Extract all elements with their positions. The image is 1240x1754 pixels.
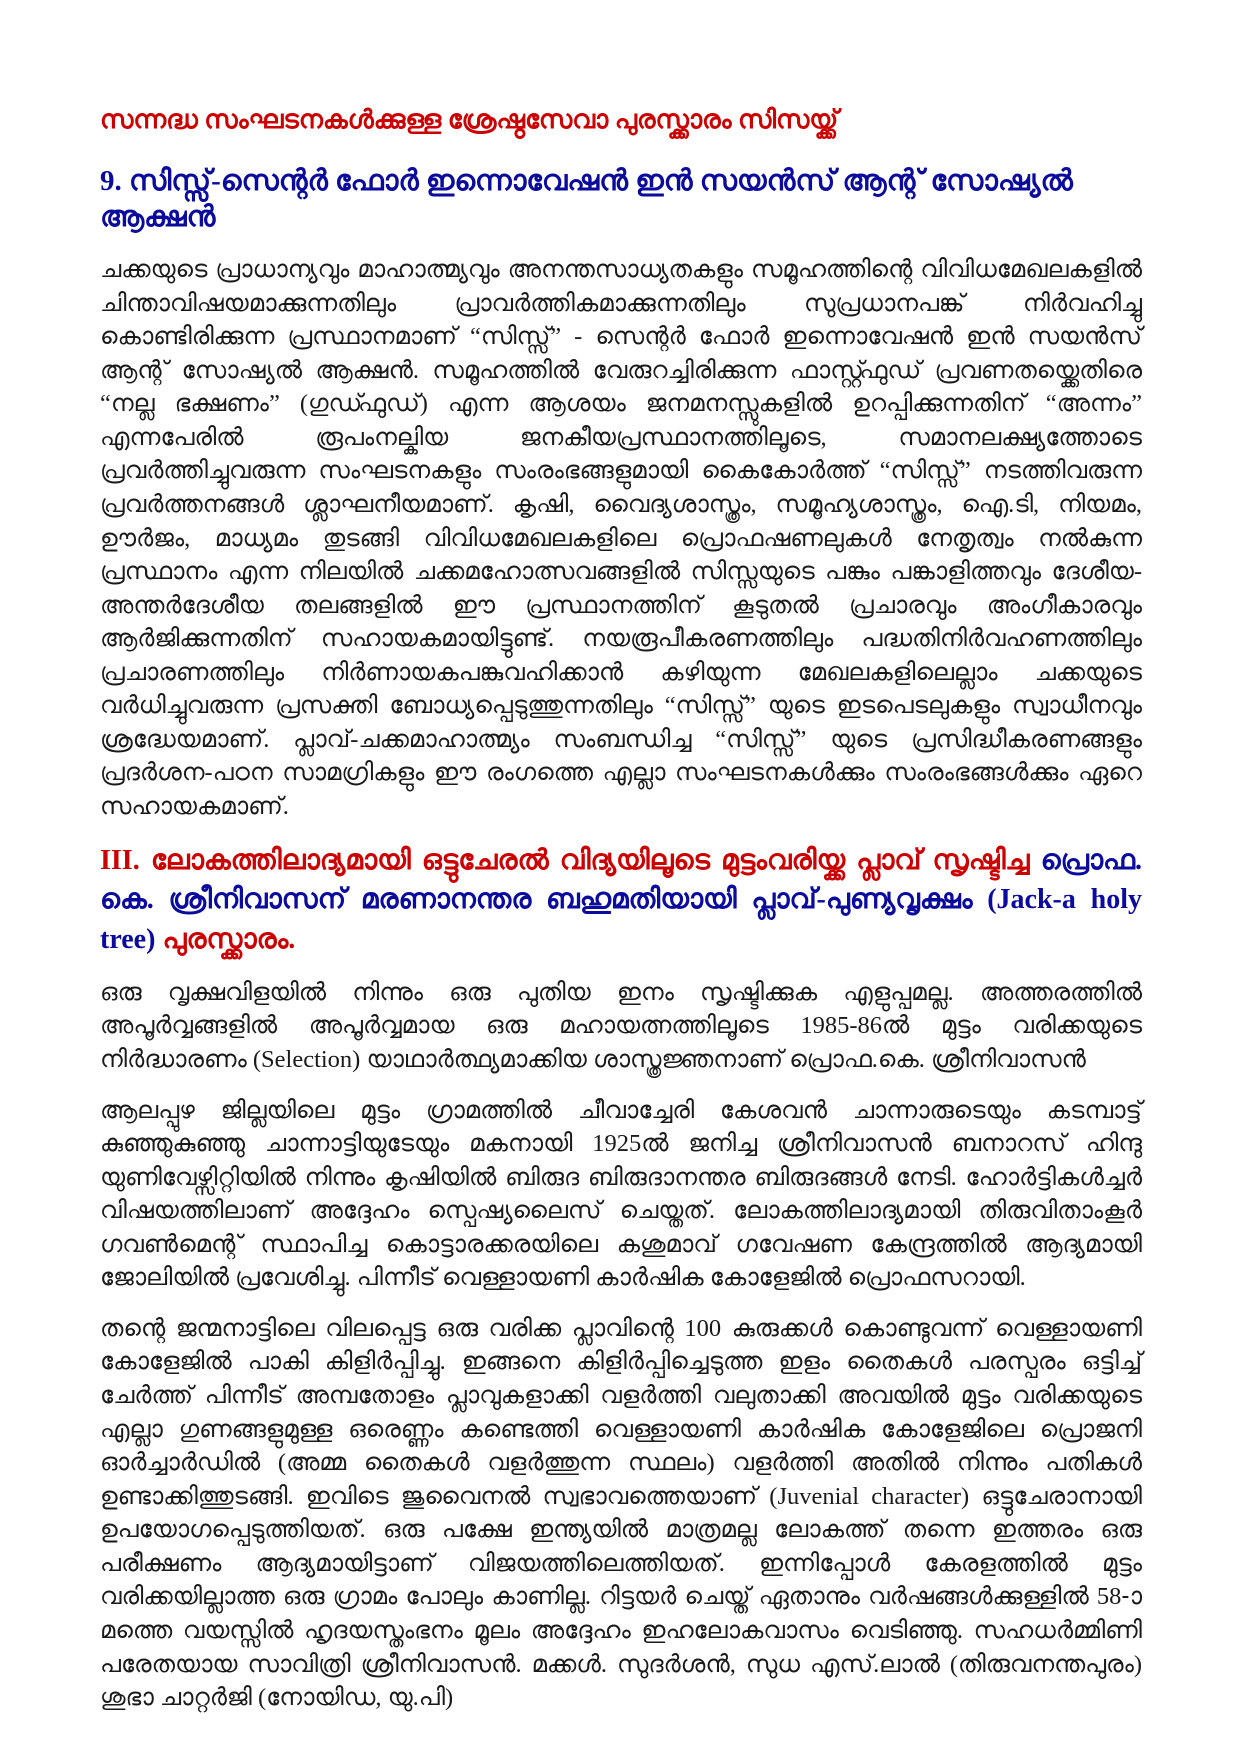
paragraph-selection-intro: ഒരു വൃക്ഷവിളയിൽ നിന്നും ഒരു പുതിയ ഇനം സൃഷ്ടിക്കുക എളുപ്പമല്ല. അത്തരത്തിൽ അപൂർവ്വങ്ങളിൽ അപൂർവ്വമായ ഒരു മഹായത്നത്തിലൂടെ 1985-86ൽ മുട്ടം വരിക്കയുടെ നിർദ്ധാരണം (Selection) യാഥാർത്ഥ്യമാക്കിയ ശാസ്ത്രജ്ഞനാണ് പ്രൊഫ.കെ. ശ്രീനിവാസൻ [100,978,1142,1073]
award-heading-segment-red-1: III. ലോകത്തിലാദ്യമായി ഒട്ടുചേരൽ വിദ്യയിലൂടെ മുട്ടംവരിയ്ക്ക പ്ലാവ് സൃഷ്ടിച്ച [100,844,1041,876]
paragraph-biography: ആലപ്പുഴ ജില്ലയിലെ മുട്ടം ഗ്രാമത്തിൽ ചീവാച്ചേരി കേശവൻ ചാന്നാരുടെയും കടമ്പാട്ട് കുഞ്ഞുകുഞ്ഞു ചാന്നാട്ടിയുടേയും മകനായി 1925ൽ ജനിച്ച ശ്രീനിവാസൻ ബനാറസ് ഹിന്ദു യുണിവേഴ്സിറ്റിയിൽ നിന്നും കൃഷിയിൽ ബിരുദ ബിരുദാനന്തര ബിരുദങ്ങൾ നേടി. ഹോർട്ടികൾച്ചർ വിഷയത്തിലാണ് അദ്ദേഹം സ്പെഷ്യലൈസ് ചെയ്തത്. ലോകത്തിലാദ്യമായി തിരുവിതാംകൂർ ഗവൺമെന്റ് സ്ഥാപിച്ച കൊട്ടാരക്കരയിലെ കശുമാവ് ഗവേഷണ കേന്ദ്രത്തിൽ ആദ്യമായി ജോലിയിൽ പ്രവേശിച്ചു. പിന്നീട് വെള്ളായണി കാർഷിക കോളേജിൽ പ്രൊഫസറായി. [100,1096,1142,1292]
section-heading-blue: 9. സിസ്സ്-സെന്റർ ഫോർ ഇന്നൊവേഷൻ ഇൻ സയൻസ് ആന്റ് സോഷ്യൽ ആക്ഷൻ [100,164,1073,233]
award-heading-segment-blue: പ്രൊഫ. കെ. ശ്രീനിവാസന് മരണാനന്തര ബഹുമതിയായി പ്ലാവ്-പുണ്യവൃക്ഷം [100,844,1142,916]
award-heading [100,841,1142,960]
paragraph-experiment-legacy: തന്റെ ജന്മനാട്ടിലെ വിലപ്പെട്ട ഒരു വരിക്ക പ്ലാവിന്റെ 100 കുരുക്കൾ കൊണ്ടുവന്ന് വെള്ളായണി കോളേജിൽ പാകി കിളിർപ്പിച്ചു. ഇങ്ങനെ കിളിർപ്പിച്ചെടുത്ത ഇളം തൈകൾ പരസ്പരം ഒട്ടിച്ച് ചേർത്ത് പിന്നീട് അമ്പതോളം പ്ലാവുകളാക്കി വളർത്തി വലുതാക്കി അവയിൽ മുട്ടം വരിക്കയുടെ എല്ലാ ഗുണങ്ങളുമുള്ള ഒരെണ്ണം കണ്ടെത്തി വെള്ളായണി കാർഷിക കോളേജിലെ പ്രൊജനി ഓർച്ചാർഡിൽ (അമ്മ തൈകൾ വളർത്തുന്ന സ്ഥലം) വളർത്തി അതിൽ നിന്നും പതികൾ ഉണ്ടാക്കിത്തുടങ്ങി. ഇവിടെ ജുവൈനൽ സ്വഭാവത്തെയാണ് (Juvenial character) ഒട്ടുചേരാനായി ഉപയോഗപ്പെടുത്തിയത്. ഒരു പക്ഷേ ഇന്ത്യയിൽ മാത്രമല്ല ലോകത്ത് തന്നെ ഇത്തരം ഒരു പരീക്ഷണം ആദ്യമായിട്ടാണ് വിജയത്തിലെത്തിയത്. ഇന്നിപ്പോൾ കേരളത്തിൽ മുട്ടം വരിക്കയില്ലാത്ത ഒരു ഗ്രാമം പോലും കാണില്ല. റിട്ടയർ ചെയ്ത് ഏതാനും വർഷങ്ങൾക്കുള്ളിൽ 58-ാമത്തെ വയസ്സിൽ ഹൃദയസ്തംഭനം മൂലം അദ്ദേഹം ഇഹലോകവാസം വെടിഞ്ഞു. സഹധർമ്മിണി പരേതയായ സാവിത്രി ശ്രീനിവാസൻ. മക്കൾ. സുദർശൻ, സുധ എസ്.ലാൽ (തിരുവനന്തപുരം) ശുഭാ ചാറ്റർജി (നോയിഡ, യു.പി) [100,1314,1142,1712]
award-heading-segment-latin: (Jack-a holy tree) [100,884,1142,956]
top-heading-red: സന്നദ്ധ സംഘടനകൾക്കുള്ള ശ്രേഷ്ഠസേവാ പുരസ്ക്കാരം സിസയ്ക്ക് [100,105,839,134]
paragraph-ciss-intro: ചക്കയുടെ പ്രാധാന്യവും മാഹാത്മ്യവും അനന്തസാധ്യതകളും സമൂഹത്തിന്റെ വിവിധമേഖലകളിൽ ചിന്താവിഷയമാക്കുന്നതിലും പ്രാവർത്തികമാക്കുന്നതിലും സുപ്രധാനപങ്ക് നിർവഹിച്ചു കൊണ്ടിരിക്കുന്ന പ്രസ്ഥാനമാണ് “സിസ്സ്” - സെന്റർ ഫോർ ഇന്നൊവേഷൻ ഇൻ സയൻസ് ആന്റ് സോഷ്യൽ ആക്ഷൻ. സമൂഹത്തിൽ വേരുറച്ചിരിക്കുന്ന ഫാസ്റ്റ്ഫുഡ് പ്രവണതയ്ക്കെതിരെ “നല്ല ഭക്ഷണം” (ഗുഡ്ഫുഡ്) എന്ന ആശയം ജനമനസ്സുകളിൽ ഉറപ്പിക്കുന്നതിന് “അന്നം” എന്നപേരിൽ രൂപംനല്കിയ ജനകീയപ്രസ്ഥാനത്തിലൂടെ, സമാനലക്ഷ്യത്തോടെ പ്രവർത്തിച്ചുവരുന്ന സംഘടനകളും സംരംഭങ്ങളുമായി കൈകോർത്ത് “സിസ്സ്” നടത്തിവരുന്ന പ്രവർത്തനങ്ങൾ ശ്ലാഘനീയമാണ്. കൃഷി, വൈദ്യശാസ്ത്രം, സമൂഹ്യശാസ്ത്രം, ഐ.ടി, നിയമം, ഊർജം, മാധ്യമം തുടങ്ങി വിവിധമേഖലകളിലെ പ്രൊഫഷണലുകൾ നേതൃത്വം നൽകുന്ന പ്രസ്ഥാനം എന്ന നിലയിൽ ചക്കമഹോത്സവങ്ങളിൽ സിസ്സയുടെ പങ്കും പങ്കാളിത്തവും ദേശീയ-അന്തർദേശീയ തലങ്ങളിൽ ഈ പ്രസ്ഥാനത്തിന് കൂടുതൽ പ്രചാരവും അംഗീകാരവും ആർജിക്കുന്നതിന് സഹായകമായിട്ടുണ്ട്. നയരൂപീകരണത്തിലും പദ്ധതിനിർവഹണത്തിലും പ്രചാരണത്തിലും നിർണായകപങ്കുവഹിക്കാൻ കഴിയുന്ന മേഖലകളിലെല്ലാം ചക്കയുടെ വർധിച്ചുവരുന്ന പ്രസക്തി ബോധ്യപ്പെടുത്തുന്നതിലും “സിസ്സ്” യുടെ ഇടപെടലുകളും സ്വാധീനവും ശ്രദ്ധേയമാണ്. പ്ലാവ്-ചക്കമാഹാത്മ്യം സംബന്ധിച്ച “സിസ്സ്” യുടെ പ്രസിദ്ധീകരണങ്ങളും പ്രദർശന-പഠന സാമഗ്രികളും ഈ രംഗത്തെ എല്ലാ സംഘടനകൾക്കും സംരംഭങ്ങൾക്കും ഏറെ സഹായകമാണ്. [100,256,1142,820]
award-heading-segment-red-2: പുരസ്ക്കാരം. [162,924,296,956]
